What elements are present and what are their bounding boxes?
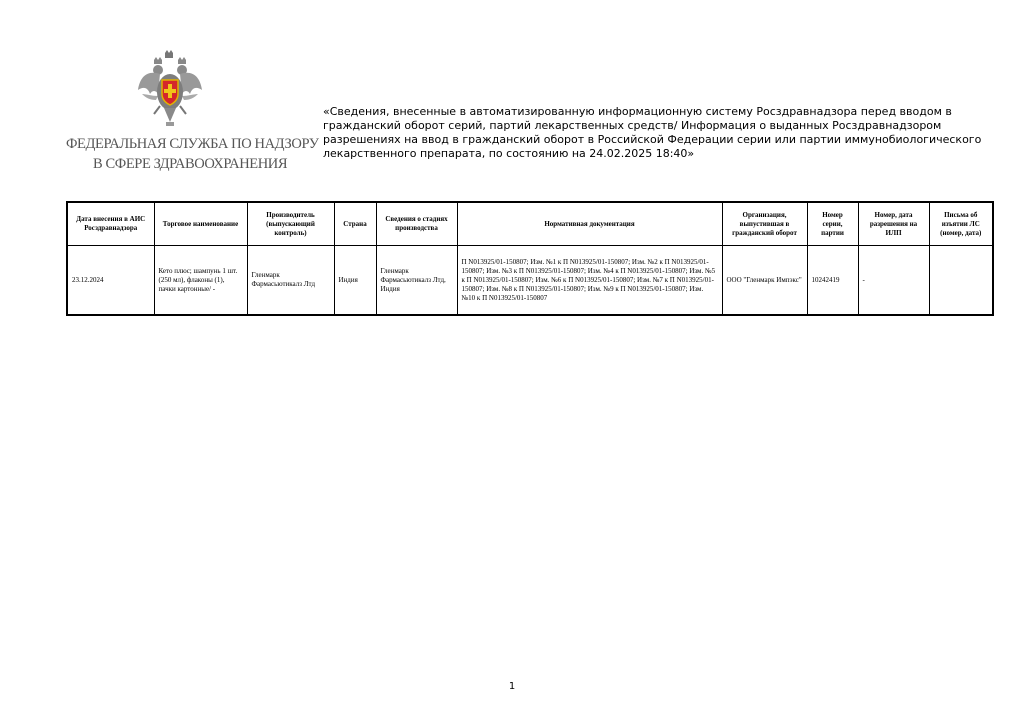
cell-release-organization: ООО "Гленмарк Импэкс": [722, 246, 807, 316]
cell-production-stages: Гленмарк Фармасьютикалз Лтд, Индия: [376, 246, 457, 316]
column-header: Дата внесения в АИС Росздравнадзора: [67, 202, 154, 246]
page-number: 1: [508, 681, 516, 692]
agency-name-line2: В СФЕРЕ ЗДРАВООХРАНЕНИЯ: [93, 156, 288, 172]
document-title: «Сведения, внесенные в автоматизированную информационную систему Росздравнадзора перед вводом в гражданский оборот серий, партий лекарственных средств/ Информация о выданных Росздравнадзором разрешениях на ввод в гражданский оборот в Российской Федерации серии или партии иммунобиологического лекарственного препарата, по состоянию на 24.02.2025 18:40»: [323, 105, 982, 160]
table-row: [67, 246, 993, 316]
column-header: Производитель (выпускающий контроль): [247, 202, 334, 246]
cell-batch-number: 10242419: [807, 246, 858, 316]
column-header: Номер серии, партии: [807, 202, 858, 246]
column-header: Нормативная документация: [457, 202, 722, 246]
column-header: Организация, выпустившая в гражданский оборот: [722, 202, 807, 246]
cell-manufacturer: Гленмарк Фармасьютикалз Лтд: [247, 246, 334, 316]
cell-withdrawal-letters: [929, 246, 993, 316]
column-header: Сведения о стадиях производства: [376, 202, 457, 246]
cell-country: Индия: [334, 246, 376, 316]
column-header: Письма об изъятии ЛС (номер, дата): [929, 202, 993, 246]
column-header: Страна: [334, 202, 376, 246]
cell-trade-name: Кето плюс; шампунь 1 шт. (250 мл), флаконы (1), пачки картонные/ -: [154, 246, 247, 316]
cell-permit-number: -: [858, 246, 929, 316]
cell-normative-docs: П N013925/01-150807; Изм. №1 к П N013925/01-150807; Изм. №2 к П N013925/01-150807; Изм. №3 к П N013925/01-150807; Изм. №4 к П N013925/01-150807; Изм. №5 к П N013925/01-150807; Изм. №6 к П N013925/01-150807; Изм. №7 к П N013925/01-150807; Изм. №8 к П N013925/01-150807; Изм. №9 к П N013925/01-150807; Изм. №10 к П N013925/01-150807: [457, 246, 722, 316]
column-header: Торговое наименование: [154, 202, 247, 246]
table-header-row: [67, 202, 993, 246]
double-headed-eagle-emblem-icon: [138, 50, 202, 128]
cell-entry-date: 23.12.2024: [67, 246, 154, 316]
agency-name-line1: ФЕДЕРАЛЬНАЯ СЛУЖБА ПО НАДЗОРУ: [66, 136, 319, 152]
agency-logo: [60, 50, 319, 180]
column-header: Номер, дата разрешения на ИЛП: [858, 202, 929, 246]
register-table: [66, 201, 994, 316]
